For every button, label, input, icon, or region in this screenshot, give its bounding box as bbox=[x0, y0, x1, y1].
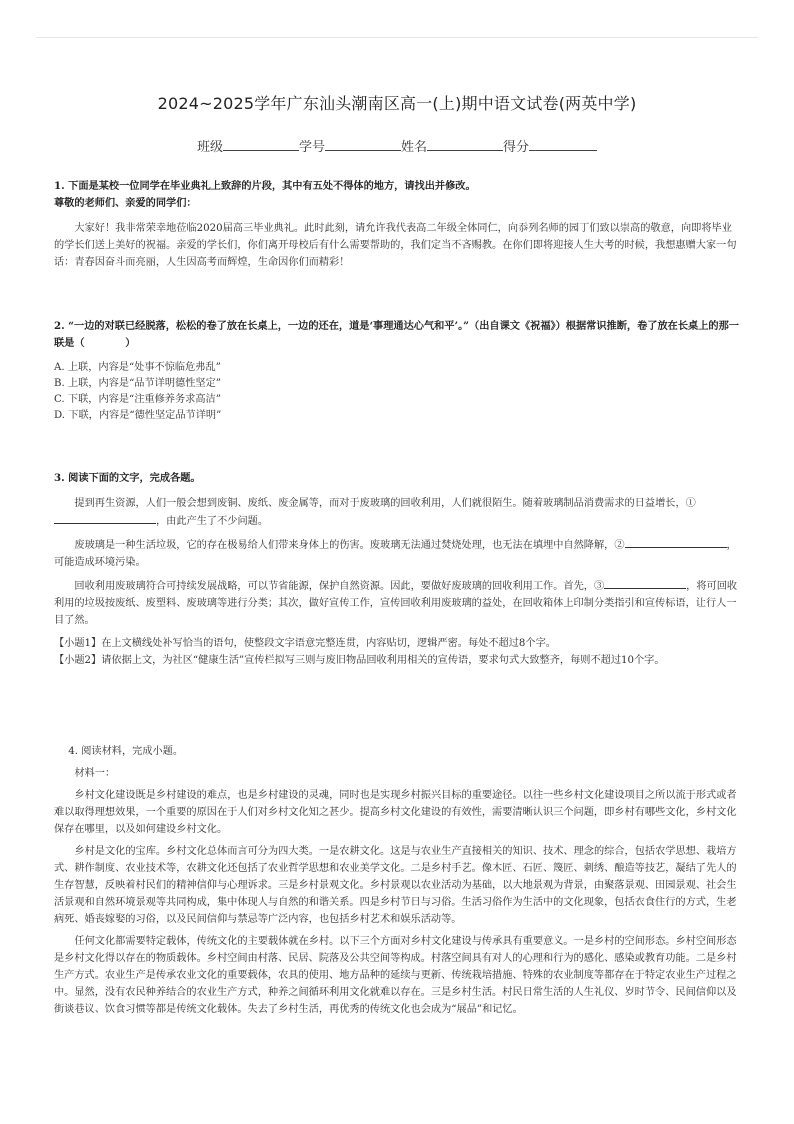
question-1-stem: 1. 下面是某校一位同学在毕业典礼上致辞的片段，其中有五处不得体的地方，请找出并修改。 bbox=[54, 180, 476, 192]
question-2-stem: 2. “一边的对联已经脱落，松松的卷了放在长桌上，一边的还在，道是‘事理通达心气和平’。”（出自课文《祝福》）根据常识推断，卷了放在长桌上的那一联是（ ） bbox=[54, 320, 739, 349]
answer-blank-2[interactable] bbox=[625, 536, 727, 548]
number-blank[interactable] bbox=[325, 137, 401, 151]
question-3-paragraph-3 bbox=[54, 577, 740, 629]
sub-question-1: 【小题1】在上文横线处补写恰当的语句，使整段文字语意完整连贯，内容贴切，逻辑严密。每处不超过8个字。 bbox=[54, 638, 556, 649]
question-2 bbox=[54, 318, 740, 424]
material-paragraph-1: 乡村文化建设既是乡村建设的难点，也是乡村建设的灵魂，同时也是实现乡村振兴目标的重要途径。以往一些乡村文化建设项目之所以流于形式或者难以取得理想效果，一个重要的原因在于人们对乡村文化知之甚少。提高乡村文化建设的有效性，需要清晰认识三个问题，即乡村有哪些文化，乡村文化保存在哪里，以及如何建设乡村文化。 bbox=[54, 790, 737, 835]
material-paragraph-3: 任何文化都需要特定载体，传统文化的主要载体就在乡村。以下三个方面对乡村文化建设与传承具有重要意义。一是乡村的空间形态。乡村空间形态是乡村文化得以存在的物质载体。乡村空间由村落、民居、院落及公共空间等构成。村落空间具有对人的心理和行为的感化、感染或教育功能。二是乡村生产方式。农业生产是传承农业文化的重要载体，农具的使用、地方品种的延续与更新、传统栽培措施、特殊的农业制度等都存在于特定农业生产过程之中。显然，没有农民种养结合的农业生产方式，种养之间循环利用文化就难以存在。三是乡村生活。村民日常生活的人生礼仪、岁时节令、民间信仰以及街谈巷议、饮食习惯等都是传统文化载体。失去了乡村生活，再优秀的传统文化也会成为“展品”和记忆。 bbox=[54, 936, 737, 1015]
q3-p2-text-a: 废玻璃是一种生活垃圾，它的存在极易给人们带来身体上的伤害。废玻璃无法通过焚烧处理，也无法在填埋中自然降解，② bbox=[74, 540, 625, 551]
question-1 bbox=[54, 178, 740, 271]
page-title: 2024~2025学年广东汕头潮南区高一(上)期中语文试卷(两英中学) bbox=[157, 94, 637, 113]
question-3-paragraph-2 bbox=[54, 536, 740, 571]
q3-p3-text-a: 回收利用废玻璃符合可持续发展战略，可以节省能源，保护自然资源。因此，要做好废玻璃的回收利用工作。首先，③ bbox=[74, 581, 605, 592]
number-label: 学号 bbox=[298, 140, 325, 155]
question-3-stem: 3. 阅读下面的文字，完成各题。 bbox=[54, 472, 201, 484]
answer-blank-1[interactable] bbox=[54, 512, 156, 524]
top-divider bbox=[36, 37, 758, 38]
q3-p2-text-b: ，可能造成环境污染。 bbox=[54, 540, 737, 568]
score-label: 得分 bbox=[503, 140, 530, 155]
q3-p1-text-a: 提到再生资源，人们一般会想到废铜、废纸、废金属等，而对于废玻璃的回收利用，人们就很陌生。随着玻璃制品消费需求的日益增长，① bbox=[74, 498, 696, 509]
score-blank[interactable] bbox=[529, 137, 597, 151]
question-3-paragraph-1 bbox=[54, 495, 740, 530]
question-2-options bbox=[54, 360, 740, 424]
option-a[interactable]: A. 上联，内容是“处事不惊临危弗乱” bbox=[54, 362, 221, 373]
question-4 bbox=[54, 743, 740, 1018]
material-label: 材料一： bbox=[74, 768, 116, 779]
question-1-greeting: 尊敬的老师们、亲爱的同学们： bbox=[54, 197, 197, 209]
sub-question-2: 【小题2】请依据上文，为社区“健康生活”宣传栏拟写三则与废旧物品回收利用相关的宣传语，要求句式大致整齐，每则不超过10个字。 bbox=[54, 655, 665, 666]
question-4-stem: 4. 阅读材料，完成小题。 bbox=[68, 746, 184, 757]
q3-p1-text-b: ，由此产生了不少问题。 bbox=[156, 516, 269, 527]
name-blank[interactable] bbox=[427, 137, 503, 151]
option-c[interactable]: C. 下联，内容是“注重修养务求高洁” bbox=[54, 394, 221, 405]
student-info-line bbox=[0, 136, 794, 155]
question-1-passage: 大家好！我非常荣幸地莅临2020届高三毕业典礼。此时此刻，请允许我代表高二年级全体同仁，向忝列名师的园丁们致以崇高的敬意，向即将毕业的学长们送上美好的祝福。亲爱的学长们，你们离开母校后有什么需要帮助的，我们定当不吝赐教。在你们即将迎接人生大考的时候，我想惠赠大家一句话：青春因奋斗而亮丽，人生因高考而辉煌，生命因你们而精彩！ bbox=[54, 223, 737, 268]
answer-blank-3[interactable] bbox=[604, 577, 686, 589]
class-blank[interactable] bbox=[223, 137, 299, 151]
material-paragraph-2: 乡村是文化的宝库。乡村文化总体而言可分为四大类。一是农耕文化。这是与农业生产直接相关的知识、技术、理念的综合，包括农学思想、栽培方式、耕作制度、农业技术等，农耕文化还包括了农业哲学思想和农业美学文化。二是乡村手艺。像木匠、石匠、篾匠、刺绣、酿造等技艺，凝结了先人的生存智慧，反映着村民们的精神信仰与心理诉求。三是乡村景观文化。乡村景观以农业活动为基础，以大地景观为背景，由聚落景观、田园景观、社会生活景观和自然环境景观等共同构成，集中体现人与自然的和谐关系。四是乡村节日与习俗。生活习俗作为生活中的文化现象，包括衣食住行的方式，生老病死、婚丧嫁娶的习俗，以及民间信仰与禁忌等广泛内容，也包括乡村艺术和娱乐活动等。 bbox=[54, 846, 737, 925]
q3-p3-text-b: ，将可回收利用的垃圾按废纸、废塑料、废玻璃等进行分类；其次，做好宣传工作，宣传回收利用废玻璃的益处，在回收箱体上印制分类指引和宣传标语，让行人一目了然。 bbox=[54, 581, 738, 626]
name-label: 姓名 bbox=[401, 140, 428, 155]
question-3 bbox=[54, 470, 740, 669]
option-b[interactable]: B. 上联，内容是“品节详明德性坚定” bbox=[54, 378, 222, 389]
class-label: 班级 bbox=[196, 140, 223, 155]
option-d[interactable]: D. 下联，内容是“德性坚定品节详明” bbox=[54, 410, 222, 421]
